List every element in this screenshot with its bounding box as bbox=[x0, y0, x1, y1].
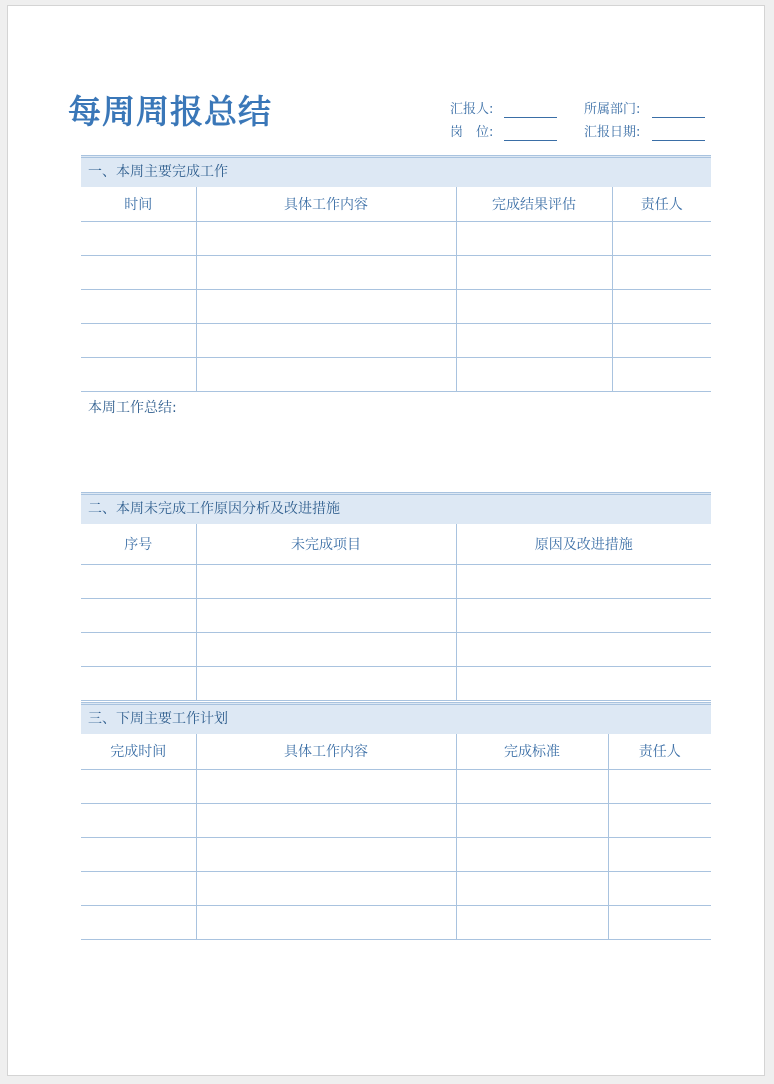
table-cell[interactable] bbox=[81, 289, 196, 323]
table-row bbox=[81, 803, 711, 837]
table-cell[interactable] bbox=[456, 666, 711, 700]
table-cell[interactable] bbox=[608, 871, 711, 905]
table-cell[interactable] bbox=[456, 837, 608, 871]
table-cell[interactable] bbox=[612, 323, 711, 357]
table-cell[interactable] bbox=[456, 221, 612, 255]
table-cell[interactable] bbox=[608, 803, 711, 837]
table-cell[interactable] bbox=[81, 666, 196, 700]
table-row bbox=[81, 255, 711, 289]
table-cell[interactable] bbox=[196, 769, 456, 803]
table-cell[interactable] bbox=[456, 357, 612, 391]
table-cell[interactable] bbox=[196, 666, 456, 700]
table-row bbox=[81, 871, 711, 905]
table-header-row bbox=[81, 734, 711, 769]
table-cell[interactable] bbox=[612, 289, 711, 323]
table-cell[interactable] bbox=[456, 769, 608, 803]
table-row bbox=[81, 564, 711, 598]
table-cell[interactable] bbox=[81, 255, 196, 289]
table-cell[interactable] bbox=[456, 289, 612, 323]
table-cell[interactable] bbox=[456, 255, 612, 289]
table-header-row bbox=[81, 524, 711, 564]
column-header-serial-number: 序号 bbox=[81, 524, 196, 564]
table-cell[interactable] bbox=[196, 357, 456, 391]
table-cell[interactable] bbox=[81, 357, 196, 391]
table-row bbox=[81, 598, 711, 632]
table-cell[interactable] bbox=[81, 905, 196, 939]
column-header-work-content: 具体工作内容 bbox=[196, 187, 456, 221]
column-header-time: 时间 bbox=[81, 187, 196, 221]
table-cell[interactable] bbox=[81, 221, 196, 255]
table-cell[interactable] bbox=[612, 255, 711, 289]
table-cell[interactable] bbox=[81, 769, 196, 803]
section-next-week-plan-heading: 三、下周主要工作计划 bbox=[81, 702, 711, 734]
table-cell[interactable] bbox=[81, 871, 196, 905]
table-cell[interactable] bbox=[196, 803, 456, 837]
column-header-work-content: 具体工作内容 bbox=[196, 734, 456, 769]
table-cell[interactable] bbox=[456, 871, 608, 905]
table-row bbox=[81, 905, 711, 939]
table-cell[interactable] bbox=[196, 837, 456, 871]
table-cell[interactable] bbox=[196, 289, 456, 323]
table-cell[interactable] bbox=[612, 221, 711, 255]
section-completed-work-heading: 一、本周主要完成工作 bbox=[81, 155, 711, 187]
table-cell[interactable] bbox=[456, 632, 711, 666]
table-cell[interactable] bbox=[196, 564, 456, 598]
weekly-summary-label: 本周工作总结: bbox=[88, 400, 177, 416]
table-header-row bbox=[81, 187, 711, 221]
table-cell[interactable] bbox=[456, 598, 711, 632]
table-cell[interactable] bbox=[196, 871, 456, 905]
position-field[interactable] bbox=[504, 140, 557, 141]
table-cell[interactable] bbox=[196, 221, 456, 255]
table-cell[interactable] bbox=[196, 632, 456, 666]
table-row bbox=[81, 221, 711, 255]
page-title: 每周周报总结 bbox=[68, 92, 272, 131]
column-header-responsible: 责任人 bbox=[612, 187, 711, 221]
table-row bbox=[81, 666, 711, 700]
table-cell[interactable] bbox=[456, 905, 608, 939]
department-label: 所属部门: bbox=[584, 102, 641, 117]
column-header-responsible: 责任人 bbox=[608, 734, 711, 769]
table-cell[interactable] bbox=[81, 632, 196, 666]
department-field[interactable] bbox=[652, 117, 705, 118]
table-cell[interactable] bbox=[81, 803, 196, 837]
reporter-field[interactable] bbox=[504, 117, 557, 118]
table-cell[interactable] bbox=[612, 357, 711, 391]
table-cell[interactable] bbox=[196, 255, 456, 289]
table-cell[interactable] bbox=[196, 905, 456, 939]
table-cell[interactable] bbox=[456, 564, 711, 598]
table-cell[interactable] bbox=[81, 837, 196, 871]
next-week-plan-table bbox=[81, 734, 711, 940]
table-row bbox=[81, 289, 711, 323]
table-cell[interactable] bbox=[196, 598, 456, 632]
table-cell[interactable] bbox=[608, 837, 711, 871]
table-cell[interactable] bbox=[81, 323, 196, 357]
table-row bbox=[81, 632, 711, 666]
table-row bbox=[81, 357, 711, 391]
completed-work-table bbox=[81, 187, 711, 392]
column-header-reason-improvement: 原因及改进措施 bbox=[456, 524, 711, 564]
column-header-completion-time: 完成时间 bbox=[81, 734, 196, 769]
table-cell[interactable] bbox=[196, 323, 456, 357]
table-cell[interactable] bbox=[456, 803, 608, 837]
position-label: 岗 位: bbox=[450, 125, 494, 140]
column-header-incomplete-item: 未完成项目 bbox=[196, 524, 456, 564]
column-header-result-evaluation: 完成结果评估 bbox=[456, 187, 612, 221]
table-row bbox=[81, 769, 711, 803]
table-row bbox=[81, 323, 711, 357]
incomplete-work-table bbox=[81, 524, 711, 701]
table-cell[interactable] bbox=[456, 323, 612, 357]
column-header-completion-standard: 完成标准 bbox=[456, 734, 608, 769]
report-date-label: 汇报日期: bbox=[584, 125, 641, 140]
section-incomplete-work-heading: 二、本周未完成工作原因分析及改进措施 bbox=[81, 492, 711, 524]
reporter-label: 汇报人: bbox=[450, 102, 494, 117]
report-date-field[interactable] bbox=[652, 140, 705, 141]
table-row bbox=[81, 837, 711, 871]
table-cell[interactable] bbox=[81, 598, 196, 632]
table-cell[interactable] bbox=[81, 564, 196, 598]
table-cell[interactable] bbox=[608, 769, 711, 803]
table-cell[interactable] bbox=[608, 905, 711, 939]
